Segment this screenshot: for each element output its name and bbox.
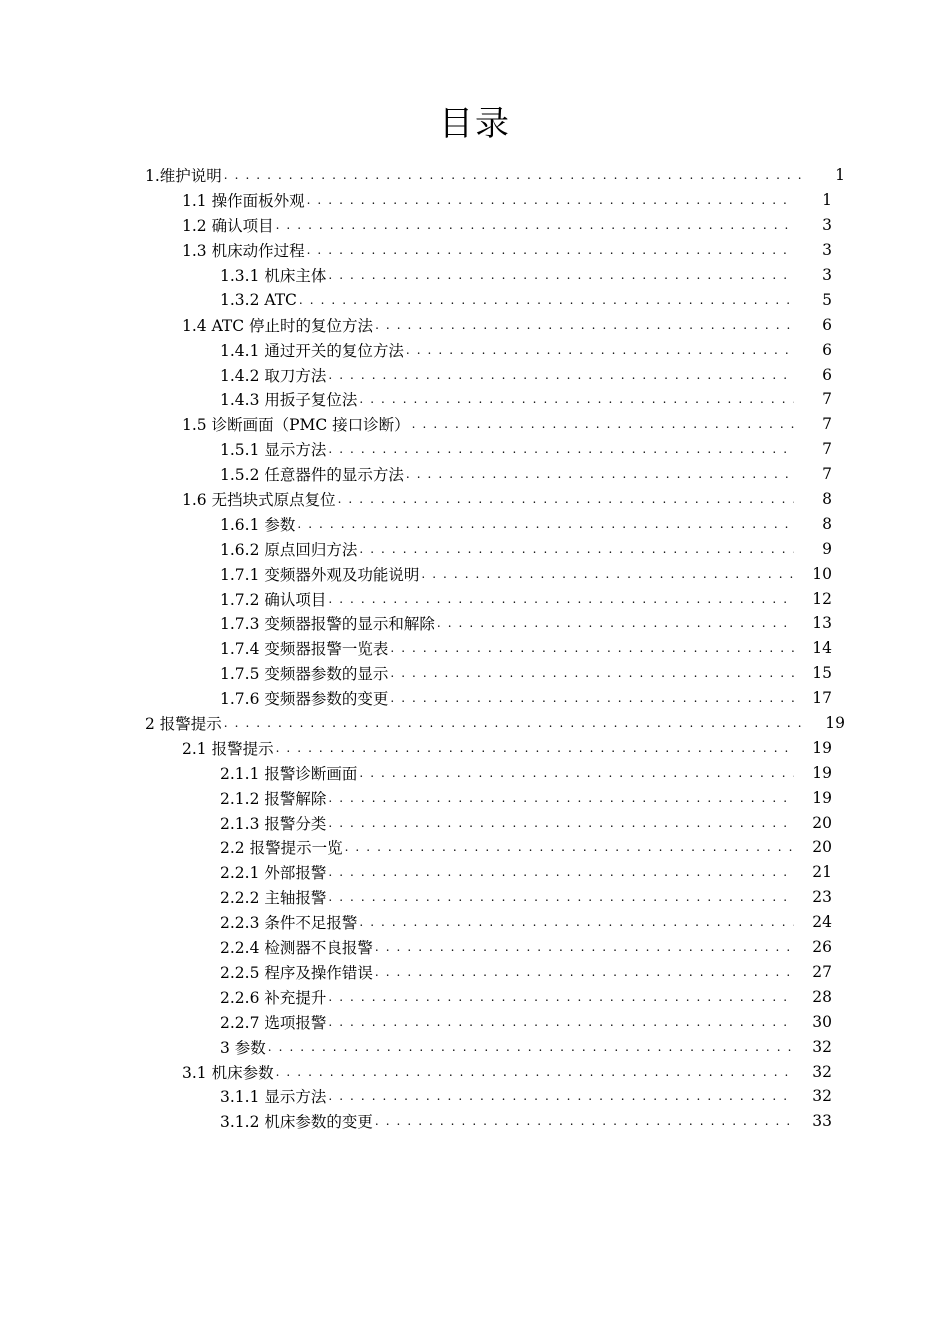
toc-entry-title: 2.2.1 外部报警 [220, 864, 327, 883]
toc-entry[interactable] [0, 760, 950, 785]
dot-leader [328, 988, 794, 1006]
toc-entry-title: 1.7.2 确认项目 [220, 590, 327, 609]
toc-entry-title: 1.7.6 变频器参数的变更 [220, 690, 389, 709]
toc-entry-title: 3.1.1 显示方法 [220, 1088, 327, 1107]
dot-leader [328, 1013, 794, 1031]
toc-entry[interactable] [0, 1084, 950, 1109]
toc-entry-title: 2.1.2 报警解除 [220, 789, 327, 808]
toc-entry[interactable] [0, 935, 950, 960]
toc-entry-title: 1.3 机床动作过程 [182, 242, 305, 261]
toc-page-number: 12 [812, 589, 832, 608]
toc-entry-title: 1.5.1 显示方法 [220, 441, 327, 460]
toc-entry[interactable] [0, 387, 950, 412]
toc-entry[interactable] [0, 1059, 950, 1084]
toc-entry-title: 1.3.2 ATC [220, 290, 297, 309]
toc-entry-title: 1.5.2 任意器件的显示方法 [220, 466, 404, 485]
dot-leader [268, 1038, 794, 1056]
dot-leader [328, 863, 794, 881]
dot-leader [328, 888, 794, 906]
toc-entry[interactable] [0, 412, 950, 437]
dot-leader [328, 1087, 794, 1105]
dot-leader [406, 341, 794, 359]
toc-page-number: 8 [822, 490, 832, 509]
dot-leader [297, 515, 794, 533]
dot-leader [359, 913, 794, 931]
toc-page-number: 9 [822, 539, 832, 558]
dot-leader [224, 166, 807, 184]
toc-page-number: 6 [822, 365, 832, 384]
toc-entry[interactable] [0, 586, 950, 611]
dot-leader [421, 565, 794, 583]
dot-leader [276, 739, 794, 757]
toc-page-number: 1 [822, 191, 832, 210]
toc-entry-title: 2.2 报警提示一览 [220, 839, 343, 858]
dot-leader [359, 390, 794, 408]
toc-page-number: 26 [812, 938, 832, 957]
toc-page-number: 19 [812, 763, 832, 782]
toc-entry[interactable] [0, 1009, 950, 1034]
dot-leader [375, 938, 794, 956]
toc-entry[interactable] [0, 835, 950, 860]
toc-entry[interactable] [0, 188, 950, 213]
dot-leader [338, 490, 794, 508]
toc-entry-title: 1.7.4 变频器报警一览表 [220, 640, 389, 659]
dot-leader [406, 465, 794, 483]
dot-leader [375, 1112, 794, 1130]
dot-leader [328, 590, 794, 608]
toc-page-number: 10 [812, 564, 832, 583]
toc-entry-title: 1.维护说明 [145, 167, 222, 186]
toc-entry[interactable] [0, 163, 950, 188]
toc-entry-title: 1.7.3 变频器报警的显示和解除 [220, 615, 435, 634]
toc-entry-title: 1.2 确认项目 [182, 217, 274, 236]
toc-entry[interactable] [0, 511, 950, 536]
toc-entry-title: 2 报警提示 [145, 715, 222, 734]
toc-page-number: 7 [822, 440, 832, 459]
toc-page-number: 21 [812, 863, 832, 882]
toc-page-number: 20 [812, 838, 832, 857]
toc-page-number: 19 [825, 714, 845, 733]
toc-entry[interactable] [0, 561, 950, 586]
toc-entry-title: 1.4.1 通过开关的复位方法 [220, 341, 404, 360]
toc-entry-title: 3.1.2 机床参数的变更 [220, 1113, 373, 1132]
dot-leader [328, 789, 794, 807]
toc-entry[interactable] [0, 213, 950, 238]
dot-leader [437, 614, 794, 632]
toc-page-number: 24 [812, 913, 832, 932]
toc-entry[interactable] [0, 810, 950, 835]
dot-leader [390, 689, 794, 707]
toc-entry[interactable] [0, 437, 950, 462]
toc-entry[interactable] [0, 362, 950, 387]
toc-entry[interactable] [0, 735, 950, 760]
toc-entry-title: 1.1 操作面板外观 [182, 192, 305, 211]
toc-page-number: 19 [812, 788, 832, 807]
toc-entry[interactable] [0, 686, 950, 711]
toc-entry[interactable] [0, 263, 950, 288]
dot-leader [328, 440, 794, 458]
toc-page-number: 23 [812, 888, 832, 907]
toc-entry-title: 1.7.1 变频器外观及功能说明 [220, 565, 420, 584]
toc-entry-title: 1.7.5 变频器参数的显示 [220, 665, 389, 684]
dot-leader [328, 366, 794, 384]
toc-entry-title: 2.2.2 主轴报警 [220, 889, 327, 908]
toc-page-number: 13 [812, 614, 832, 633]
toc-page-number: 28 [812, 987, 832, 1006]
toc-page-number: 7 [822, 465, 832, 484]
toc-entry-title: 1.6.2 原点回归方法 [220, 540, 358, 559]
toc-entry-title: 2.2.4 检测器不良报警 [220, 939, 373, 958]
dot-leader [375, 963, 794, 981]
dot-leader [224, 714, 807, 732]
dot-leader [390, 664, 794, 682]
dot-leader [328, 266, 794, 284]
toc-page-number: 8 [822, 514, 832, 533]
toc-entry[interactable] [0, 1034, 950, 1059]
dot-leader [276, 1063, 794, 1081]
dot-leader [328, 814, 794, 832]
toc-entry-title: 2.1 报警提示 [182, 739, 274, 758]
toc-page-number: 3 [822, 241, 832, 260]
toc-entry[interactable] [0, 960, 950, 985]
toc-entry-title: 3.1 机床参数 [182, 1063, 274, 1082]
toc-entry[interactable] [0, 238, 950, 263]
toc-entry-title: 1.3.1 机床主体 [220, 267, 327, 285]
toc-entry[interactable] [0, 487, 950, 512]
toc-page-number: 3 [822, 216, 832, 235]
toc-entry[interactable] [0, 1109, 950, 1134]
toc-entry[interactable] [0, 312, 950, 337]
toc-entry[interactable] [0, 611, 950, 636]
toc-entry[interactable] [0, 885, 950, 910]
toc-entry-title: 2.2.6 补充提升 [220, 988, 327, 1007]
toc-page-number: 32 [812, 1087, 832, 1106]
dot-leader [359, 764, 794, 782]
dot-leader [276, 216, 794, 234]
toc-entry[interactable] [0, 661, 950, 686]
toc-entry-title: 1.6.1 参数 [220, 515, 296, 534]
dot-leader [299, 291, 794, 309]
toc-entry[interactable] [0, 337, 950, 362]
toc-entry-title: 2.2.5 程序及操作错误 [220, 963, 373, 982]
toc-entry[interactable] [0, 462, 950, 487]
toc-page-number: 32 [812, 1062, 832, 1081]
toc-page-number: 3 [822, 266, 832, 284]
toc-page-number: 32 [812, 1037, 832, 1056]
toc-entry-title: 1.5 诊断画面（PMC 接口诊断） [182, 416, 410, 435]
dot-leader [375, 316, 794, 334]
toc-entry-title: 2.2.7 选项报警 [220, 1013, 327, 1032]
dot-leader [307, 241, 794, 259]
toc-entry[interactable] [0, 636, 950, 661]
toc-entry[interactable] [0, 785, 950, 810]
toc-entry-title: 1.4.3 用扳子复位法 [220, 391, 358, 410]
toc-page-number: 33 [812, 1112, 832, 1131]
toc-page-number: 6 [822, 315, 832, 334]
toc-entry[interactable] [0, 536, 950, 561]
toc-entry[interactable] [0, 910, 950, 935]
toc-entry-title: 1.4 ATC 停止时的复位方法 [182, 316, 374, 335]
toc-entry-title: 1.4.2 取刀方法 [220, 366, 327, 385]
toc-page-number: 17 [812, 689, 832, 708]
toc-entry-title: 3 参数 [220, 1038, 266, 1057]
toc-entry-title: 2.1.1 报警诊断画面 [220, 764, 358, 783]
toc-page-number: 19 [812, 738, 832, 757]
toc-page-number: 15 [812, 664, 832, 683]
toc-entry[interactable] [0, 860, 950, 885]
toc-page-number: 20 [812, 813, 832, 832]
toc-page-number: 7 [822, 390, 832, 409]
toc-page-number: 5 [822, 290, 832, 309]
toc-page-number: 14 [812, 639, 832, 658]
dot-leader [359, 540, 794, 558]
toc-page-number: 30 [812, 1012, 832, 1031]
toc-title: 目录 [439, 104, 511, 144]
toc-entry-title: 2.2.3 条件不足报警 [220, 914, 358, 933]
dot-leader [412, 415, 794, 433]
toc-entry-title: 2.1.3 报警分类 [220, 814, 327, 833]
toc-page-number: 7 [822, 415, 832, 434]
toc-entry[interactable] [0, 984, 950, 1009]
dot-leader [307, 191, 794, 209]
toc-entry-title: 1.6 无挡块式原点复位 [182, 491, 336, 510]
dot-leader [345, 838, 794, 856]
toc-page-number: 27 [812, 962, 832, 981]
toc-page-number: 1 [835, 166, 845, 185]
toc-page-number: 6 [822, 340, 832, 359]
toc-entry[interactable] [0, 287, 950, 312]
dot-leader [390, 639, 794, 657]
table-of-contents [0, 163, 950, 1134]
toc-entry[interactable] [0, 711, 950, 736]
